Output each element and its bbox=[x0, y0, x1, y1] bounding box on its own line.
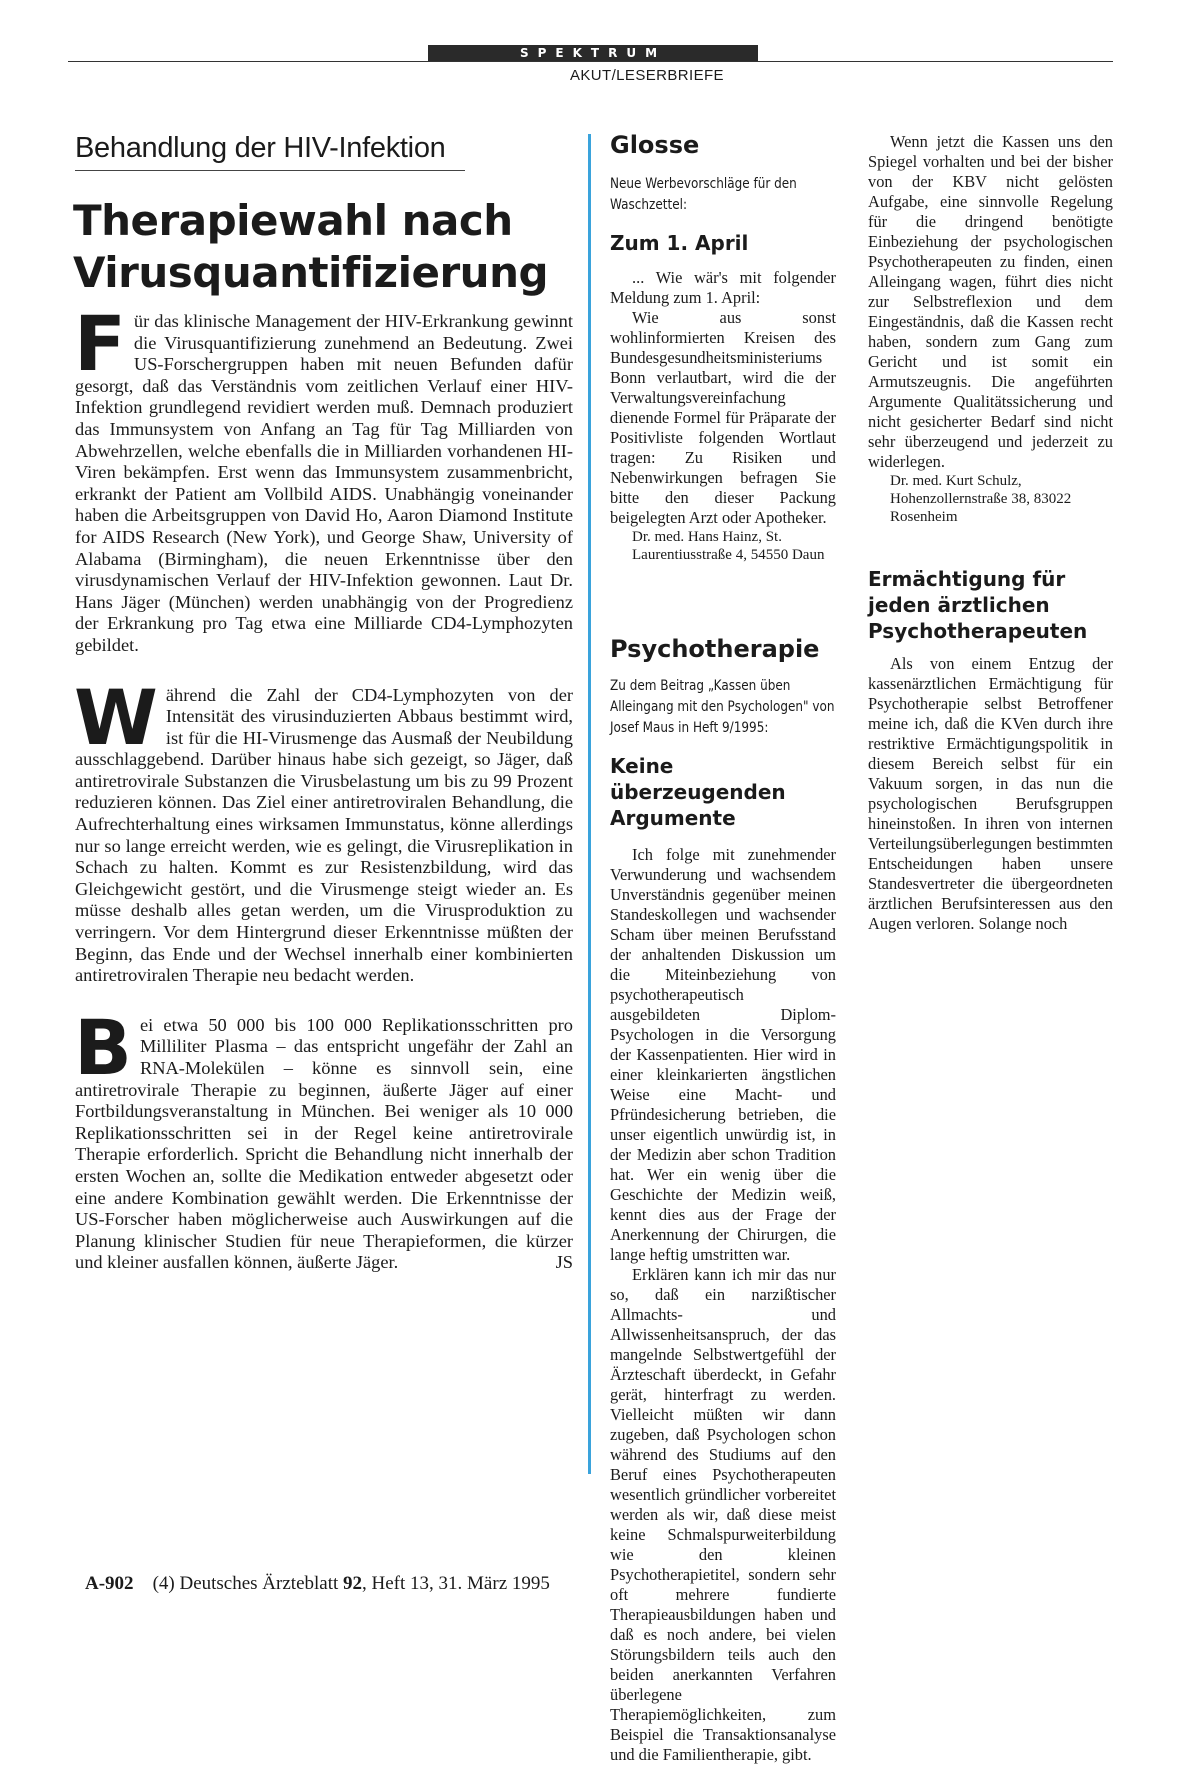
subsection-label: AKUT/LESERBRIEFE bbox=[570, 67, 724, 84]
glosse-paragraph: ... Wie wär's mit folgender Meldung zum 1. April: bbox=[610, 268, 836, 307]
issue-date: , Heft 13, 31. März 1995 bbox=[362, 1573, 550, 1594]
header-rule bbox=[68, 61, 1113, 62]
article-paragraph bbox=[74, 1002, 573, 1274]
drop-cap: W bbox=[74, 672, 158, 762]
drop-cap: B bbox=[74, 1002, 132, 1092]
glosse-subtitle: Zum 1. April bbox=[610, 231, 749, 255]
psycho-author: Dr. med. Kurt Schulz, Hohenzollernstraße 38, 83022 Rosenheim bbox=[890, 473, 1072, 525]
letter-paragraph: Als von einem Entzug der kassenärztlichen Ermächtigung für Psychotherapie selbst Betroffener meine ich, daß die KVen durch ihre restriktive Ermächtigungspolitik in diesem Bereich selbst für ein Vakuum sorgen, in das nun die psychologischen Berufsgruppen hineinstoßen. In ihren von internen Verteilungsüberlegungen bestimmten Entscheidungen haben unsere Standesvertreter die übergeordneten ärztlichen Berufsinteressen aus den Augen verloren. Solange noch bbox=[868, 654, 1113, 933]
article-paragraph bbox=[74, 299, 573, 657]
glosse-author: Dr. med. Hans Hainz, St. Laurentiusstraße 4, 54550 Daun bbox=[632, 529, 825, 563]
volume-number: 92 bbox=[343, 1573, 363, 1594]
page-number: A-902 bbox=[85, 1573, 134, 1594]
psycho-body bbox=[610, 845, 836, 1765]
page-footer bbox=[85, 1573, 550, 1595]
glosse-intro: Neue Werbevorschläge für den Waschzettel: bbox=[610, 176, 797, 213]
glosse-body bbox=[610, 268, 836, 528]
author-initials: JS bbox=[555, 1252, 573, 1273]
glosse-paragraph: Wie aus sonst wohlinformierten Kreisen des Bundesgesundheitsministeriums Bonn verlautbart, wird die der Verwaltungsvereinfachung dienende Formel für Präparate der Positivliste folgenden Wortlaut tragen: Zu Risiken und Nebenwirkungen befragen Sie bitte den dieser Packung beigelegten Arzt oder Apotheker. bbox=[610, 308, 836, 527]
letters-column-middle bbox=[610, 130, 836, 1765]
letter-paragraph: Erklären kann ich mir das nur so, daß ein narzißtischer Allmachts- und Allwissenheitsanspruch, der das mangelnde Selbstwertgefühl der Ärzteschaft überdeckt, in Gefahr gerät, hinterfragt zu werden. Vielleicht müßten wir dann zugeben, daß Psychologen schon während des Studiums auf den Beruf eines Psychotherapeuten wesentlich gründlicher vorbereitet werden als wir, daß diese meist keine Schmalspurweiterbildung wie den kleinen Psychotherapietitel, sondern sehr oft mehrere fundierte Therapieausbildungen haben und daß es noch andere, bei vielen Störungsbildern teils auch den beiden anerkannten Verfahren überlegene Therapiemöglichkeiten, zum Beispiel die Transaktionsanalyse und die Familientherapie, gibt. bbox=[610, 1265, 836, 1764]
drop-cap: F bbox=[74, 299, 126, 388]
section-name: SPEKTRUM bbox=[519, 46, 667, 60]
article-body bbox=[74, 299, 573, 1274]
section-header-bar bbox=[428, 45, 758, 61]
article-kicker: Behandlung der HIV-Infektion bbox=[75, 132, 446, 164]
glosse-title: Glosse bbox=[610, 131, 700, 159]
psycho-intro: Zu dem Beitrag „Kassen üben Alleingang mit den Psychologen" von Josef Maus in Heft 9/1995: bbox=[610, 678, 835, 736]
paragraph-text: ei etwa 50 000 bis 100 000 Replikationsschritten pro Milliliter Plasma – das entspricht ungefähr der Zahl an RNA-Molekülen – könne es sinnvoll sein, eine antiretrovirale Therapie zu beginnen, äußerte Jäger auf einer Fortbildungsveranstaltung in München. Bei weniger als 10 000 Replikationsschritten sei in der Regel keine antiretrovirale Therapie erforderlich. Spricht die Behandlung nicht innerhalb der ersten Wochen an, sollte die Medikation entweder abgesetzt oder eine andere Kombination gewählt werden. Die Erkenntnisse der US-Forscher haben möglicherweise auch Auswirkungen auf die Planung klinischer Studien für neue Therapieformen, die kürzer und kleiner ausfallen können, äußerte Jäger. bbox=[75, 1014, 573, 1273]
article-headline: Therapiewahl nach Virusquantifizierung bbox=[73, 196, 549, 297]
letters-column-right bbox=[868, 132, 1113, 934]
kicker-rule bbox=[75, 170, 465, 171]
erm-subtitle: Ermächtigung für jeden ärztlichen Psychotherapeuten bbox=[868, 567, 1088, 643]
letter-paragraph: Wenn jetzt die Kassen uns den Spiegel vorhalten und bei der bisher von der KBV nicht gelösten Aufgabe, eine sinnvolle Regelung für die dringend benötigte Einbeziehung der psychologischen Psychotherapeuten zu finden, einen Alleingang wagen, führt dies nicht zur Selbstreflexion und dem Eingeständnis, daß die Kassen recht haben, sondern zum Gang zum Gericht und ist somit ein Armutszeugnis. Die angeführten Argumente Qualitätssicherung und nicht gesicherter Bedarf sind nicht sehr überzeugend und jederzeit zu widerlegen. bbox=[868, 132, 1113, 471]
psycho-subtitle: Keine überzeugenden Argumente bbox=[610, 754, 786, 830]
paragraph-text: ür das klinische Management der HIV-Erkrankung gewinnt die Virusquantifizierung zunehmend an Bedeutung. Zwei US-Forschergruppen haben mit neuen Befunden dafür gesorgt, daß das Verständnis vom zeitlichen Verlauf einer HIV-Infektion grundlegend revidiert werden muß. Demnach produziert das Immunsystem von Anfang an Tag für Tag Milliarden von Abwehrzellen, welche ebenfalls die in Milliarden vorhandenen HI-Viren bekämpfen. Erst wenn das Immunsystem zusammenbricht, erkrankt der Patient am Vollbild AIDS. Unabhängig voneinander haben die Arbeitsgruppen von David Ho, Aaron Diamond Institute for AIDS Research (New York), und George Shaw, University of Alabama (Birmingham), die neuen Erkenntnisse über den virusdynamischen Verlauf der HIV-Infektion gewonnen. Laut Dr. Hans Jäger (München) werden unabhängig von der Progredienz der Erkrankung pro Tag etwa eine Milliarde CD4-Lymphozyten gebildet. bbox=[75, 311, 573, 655]
psycho-body-continued bbox=[868, 132, 1113, 472]
column-rule bbox=[588, 134, 591, 1474]
article-paragraph bbox=[74, 672, 573, 987]
issue-text: (4) Deutsches Ärzteblatt bbox=[152, 1573, 344, 1594]
paragraph-text: ährend die Zahl der CD4-Lymphozyten von der Intensität des virusinduzierten Abbaus bestimmt wird, ist für die HI-Virusmenge das Ausmaß der Neubildung ausschlaggebend. Darüber hinaus habe sich gezeigt, so Jäger, daß antiretrovirale Substanzen die Virusbelastung um bis zu 99 Prozent reduzieren können. Das Ziel einer antiretroviralen Behandlung, die Aufrechterhaltung eines wirksamen Immunstatus, könne allerdings nur so lange erreicht werden, wie es gelingt, die Virusreplikation in Schach zu halten. Kommt es zur Resistenzbildung, wird das Gleichgewicht gestört, und die Virusmenge steigt wieder an. Es müsse deshalb alles getan werden, um die Virusproduktion zu verringern. Vor dem Hintergrund dieser Erkenntnisse müßten der Beginn, das Ende und der Wechsel innerhalb einer kombinierten antiretroviralen Therapie neu bedacht werden. bbox=[75, 684, 573, 986]
letter-paragraph: Ich folge mit zunehmender Verwunderung und wachsendem Unverständnis gegenüber meinen Standeskollegen und wachsender Scham über meinen Berufsstand der anhaltenden Diskussion um die Miteinbeziehung von psychotherapeutisch ausgebildeten Diplom-Psychologen in die Versorgung der Kassenpatienten. Hier wird in einer kleinkarierten ängstlichen Weise eine Macht- und Pfründesicherung betrieben, die unser eigentlich unwürdig ist, in der Medizin aber schon Tradition hat. Wer ein wenig über die Geschichte der Medizin weiß, kennt dies aus der Frage der Anerkennung der Chirurgen, die lange heftig umstritten war. bbox=[610, 845, 836, 1264]
erm-body bbox=[868, 654, 1113, 934]
psycho-title: Psychotherapie bbox=[610, 635, 820, 663]
